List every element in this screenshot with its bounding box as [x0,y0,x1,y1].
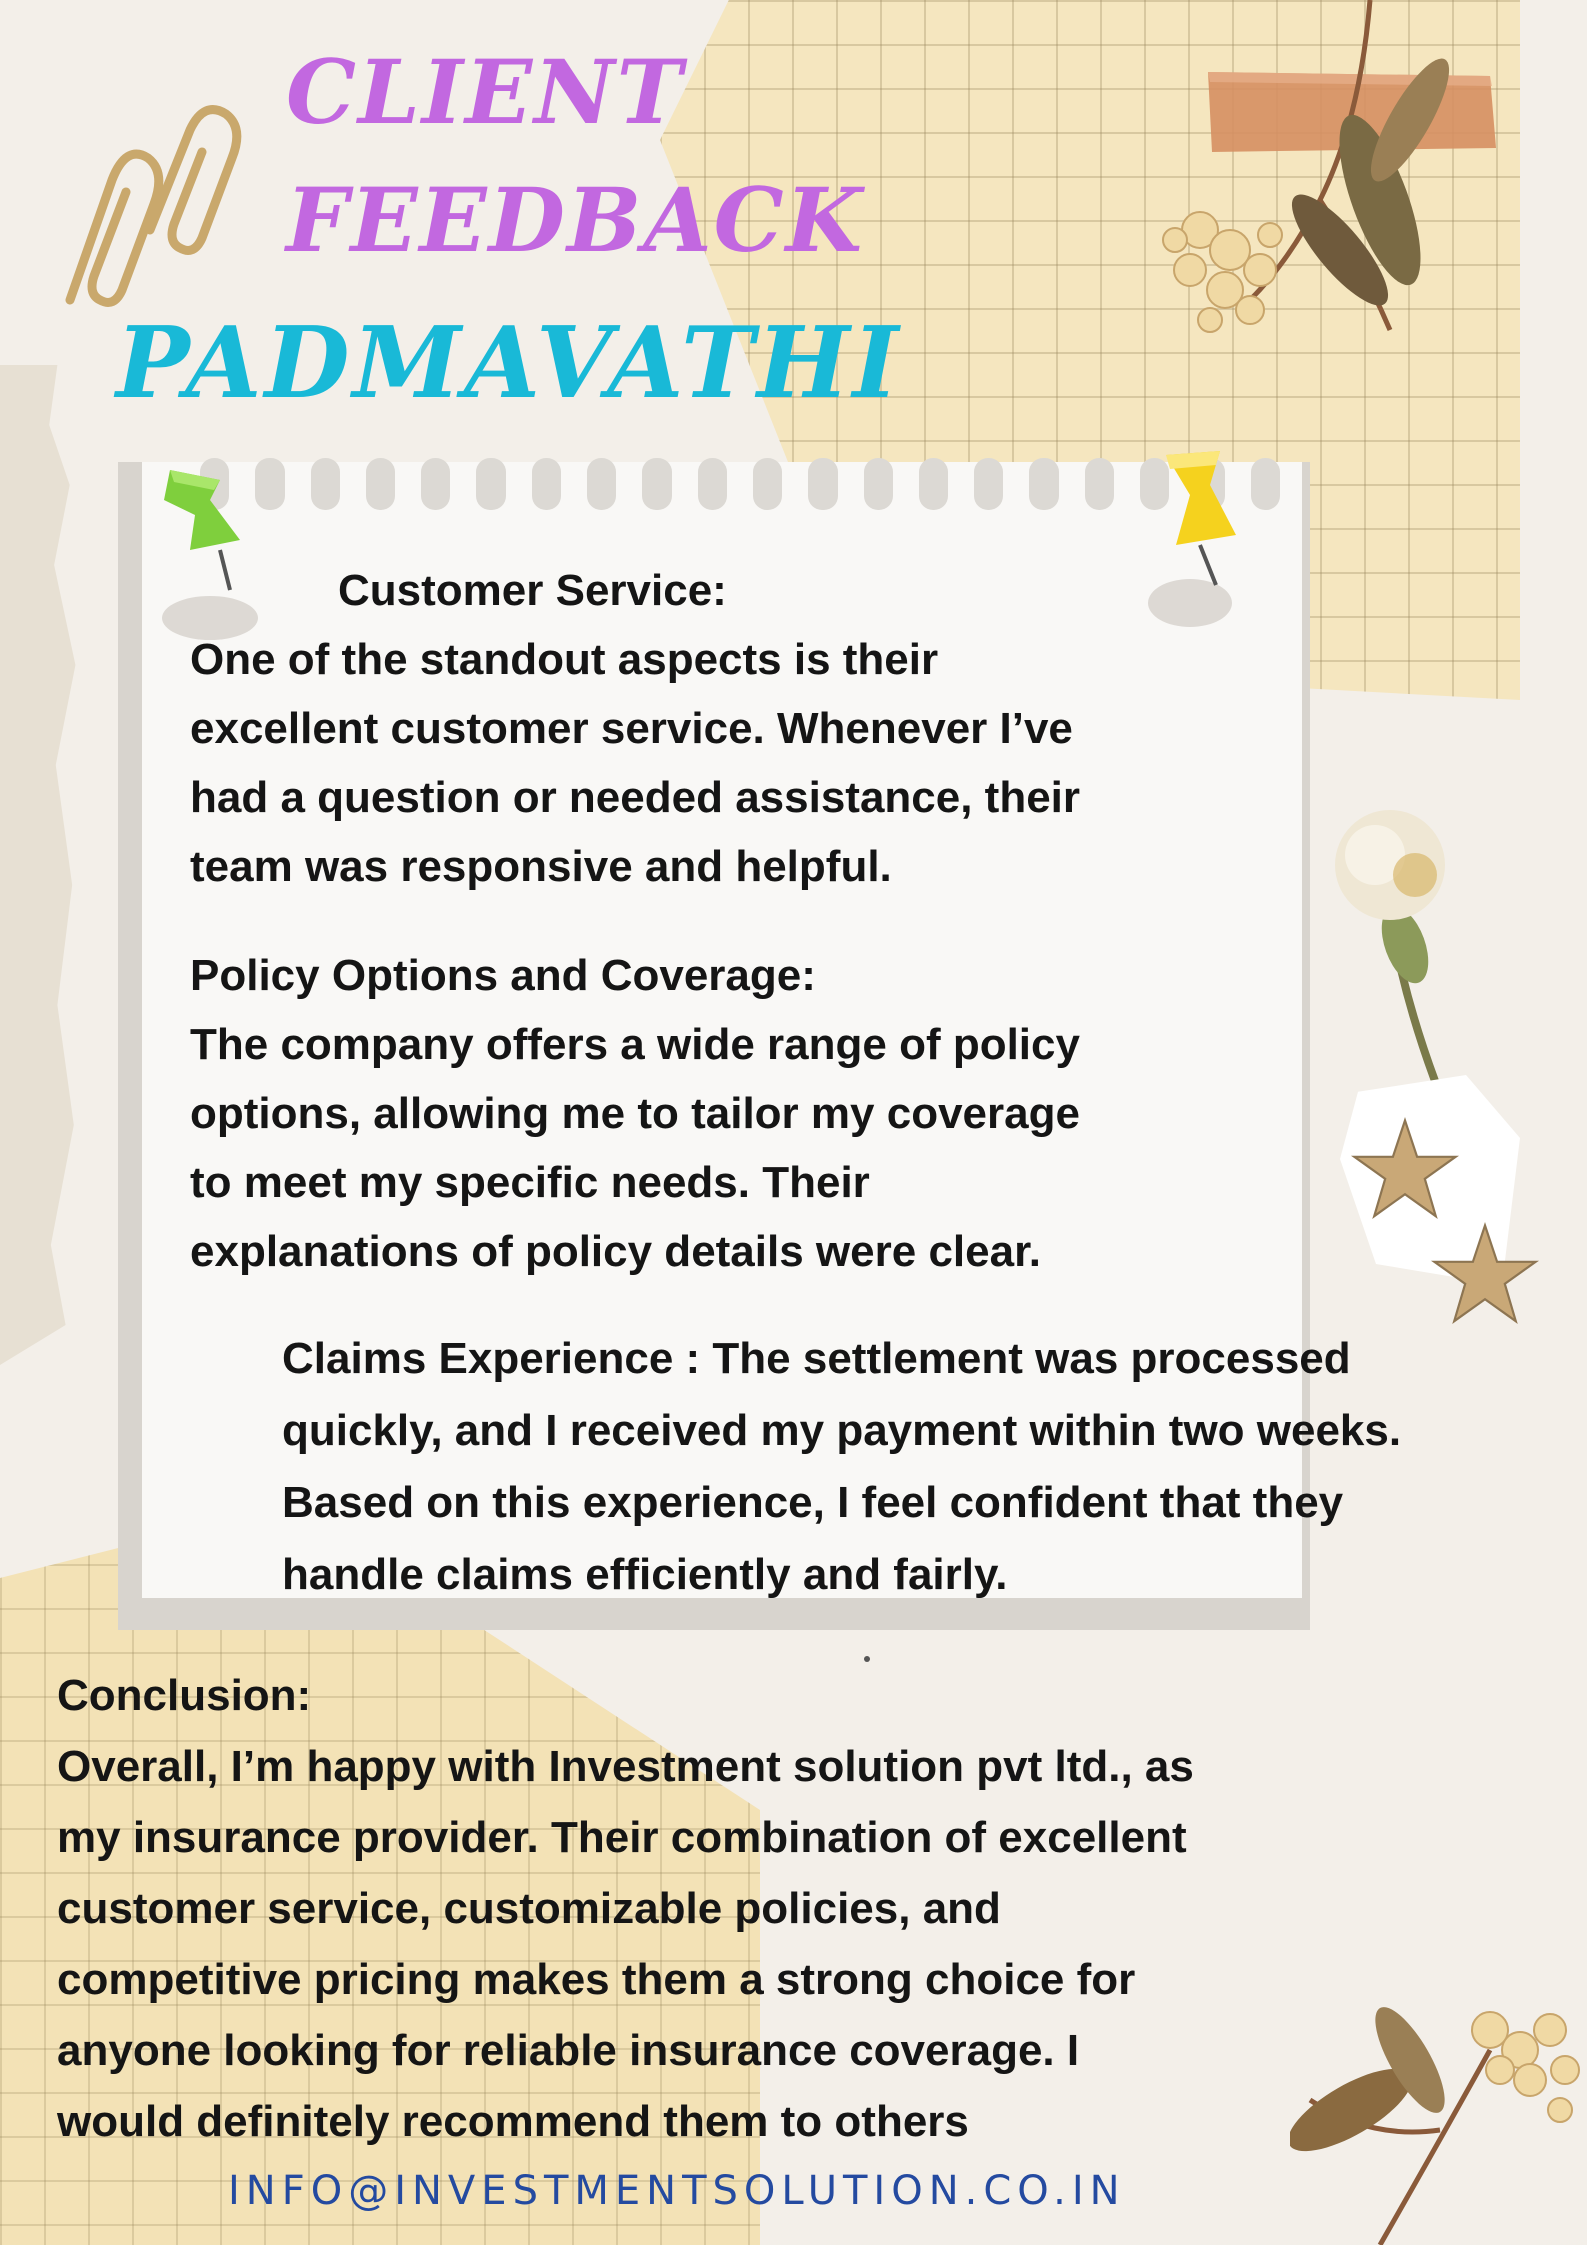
title-client: CLIENT [286,40,685,144]
customer-service-line: team was responsive and helpful. [190,842,892,891]
customer-service-line: excellent customer service. Whenever I’ve [190,704,1073,753]
star-icon [1350,1115,1460,1225]
pushpin-yellow-icon [1140,445,1260,635]
policy-options-heading: Policy Options and Coverage: [190,951,816,1000]
policy-options-line: to meet my specific needs. Their [190,1158,870,1207]
conclusion-line: customer service, customizable policies, and [57,1884,1001,1933]
policy-options-line: The company offers a wide range of policy [190,1020,1080,1069]
claims-line: quickly, and I received my payment within two weeks. [282,1406,1402,1455]
customer-service-line: had a question or needed assistance, their [190,773,1081,822]
conclusion-line: Overall, I’m happy with Investment solution pvt ltd., as [57,1742,1194,1791]
policy-options-line: explanations of policy details were clear. [190,1227,1041,1276]
conclusion-line: anyone looking for reliable insurance coverage. I [57,2026,1080,2075]
policy-options-line: options, allowing me to tailor my coverage [190,1089,1080,1138]
conclusion-line: my insurance provider. Their combination of excellent [57,1813,1187,1862]
claims-line: Claims Experience : The settlement was processed [282,1334,1351,1383]
claims-line: Based on this experience, I feel confident that they [282,1478,1344,1527]
client-name: PADMAVATHI [116,306,902,421]
customer-service-section [190,556,1080,901]
spiral-holes [200,458,1280,514]
claims-line: handle claims efficiently and fairly. [282,1550,1008,1599]
contact-email-link[interactable]: INFO@INVESTMENTSOLUTION.CO.IN [228,2168,1126,2214]
policy-options-section [190,941,1080,1286]
conclusion-heading: Conclusion: [57,1671,312,1720]
title-feedback: FEEDBACK [286,168,865,272]
customer-service-line: One of the standout aspects is their [190,635,939,684]
claims-section [282,1323,1401,1611]
dried-flower-bottom [1290,1990,1587,2245]
conclusion-section [57,1660,1194,2157]
conclusion-line: would definitely recommend them to others [57,2097,969,2146]
torn-book-page [0,365,82,1365]
customer-service-heading: Customer Service: [338,566,727,615]
dried-flower-top [1130,0,1470,370]
star-icon [1430,1220,1540,1330]
conclusion-line: competitive pricing makes them a strong choice for [57,1955,1136,2004]
paperclip-icon [30,100,260,320]
